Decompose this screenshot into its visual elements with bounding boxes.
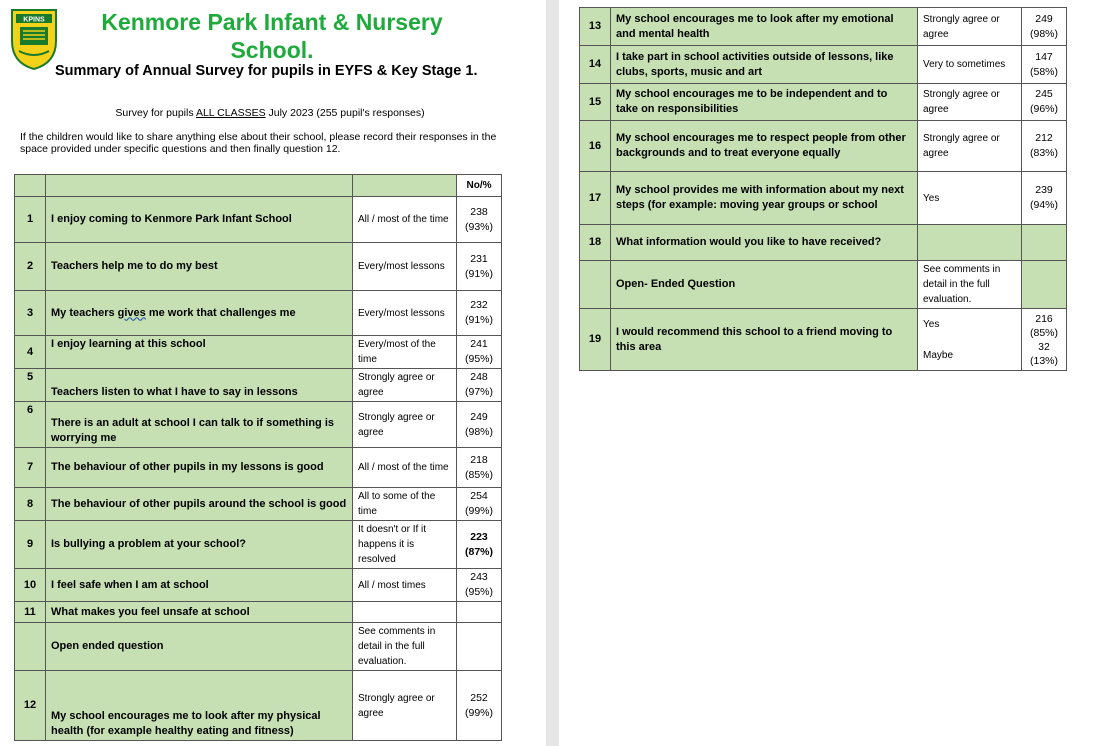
question: Open ended question	[46, 623, 353, 671]
row-number: 2	[15, 243, 46, 291]
percent: (87%)	[464, 545, 493, 558]
row-number: 15	[580, 84, 611, 121]
document-subtitle: Summary of Annual Survey for pupils in EYFS & Key Stage 1.	[55, 63, 478, 79]
header-cell	[353, 175, 457, 197]
response: Strongly agree or agree	[353, 369, 457, 402]
table-row	[580, 46, 1067, 84]
question: Teachers help me to do my best	[46, 243, 353, 291]
table-row	[580, 261, 1067, 309]
row-number: 14	[580, 46, 611, 84]
question: Open- Ended Question	[611, 261, 918, 309]
table-row	[15, 369, 502, 402]
instructions-text: If the children would like to share anything else about their school, please record their responses in the space provided under specific questions and then finally question 12.	[20, 131, 497, 155]
result	[457, 569, 502, 602]
table-row	[15, 197, 502, 243]
percent: (97%)	[464, 386, 493, 398]
percent: (85%)	[464, 468, 493, 481]
header-cell	[15, 175, 46, 197]
question: I feel safe when I am at school	[46, 569, 353, 602]
count: 232	[470, 299, 488, 311]
percent: (98%)	[464, 425, 493, 438]
row-number: 8	[15, 488, 46, 521]
response: It doesn't or If it happens it is resolved	[353, 521, 457, 569]
question: What information would you like to have received?	[611, 225, 918, 261]
document-page-1	[0, 0, 546, 746]
result	[1022, 84, 1067, 121]
row-number: 9	[15, 521, 46, 569]
question: My school provides me with information about my next steps (for example: moving year groups or school	[611, 172, 918, 225]
result	[457, 369, 502, 402]
row-number	[15, 623, 46, 671]
result	[1022, 121, 1067, 172]
document-page-2	[559, 0, 1103, 746]
result	[457, 197, 502, 243]
response: Yes	[918, 172, 1022, 225]
count-2: 32	[1038, 340, 1050, 353]
response: See comments in detail in the full evaluation.	[353, 623, 457, 671]
result	[457, 488, 502, 521]
school-name	[62, 8, 482, 64]
count: 252	[470, 691, 488, 704]
school-crest-logo	[9, 7, 59, 71]
survey-prefix: Survey for pupils	[115, 107, 196, 119]
table-row	[15, 488, 502, 521]
table-row	[15, 402, 502, 448]
question: Teachers listen to what I have to say in lessons	[46, 369, 353, 402]
count: 239	[1035, 184, 1053, 196]
response: Strongly agree or agree	[918, 121, 1022, 172]
row-number: 17	[580, 172, 611, 225]
percent: (98%)	[1029, 27, 1058, 40]
question: I take part in school activities outside of lessons, like clubs, sports, music and art	[611, 46, 918, 84]
row-number: 6	[15, 402, 46, 448]
result	[457, 602, 502, 623]
question: I enjoy learning at this school	[46, 336, 353, 369]
response: All / most of the time	[353, 448, 457, 488]
table-row	[15, 569, 502, 602]
percent: (58%)	[1029, 65, 1058, 78]
question: My school encourages me to look after my emotional and mental health	[611, 8, 918, 46]
question	[46, 291, 353, 336]
row-number: 11	[15, 602, 46, 623]
table-row	[580, 309, 1067, 371]
grammar-marked-word: gives	[117, 306, 146, 319]
response: All / most times	[353, 569, 457, 602]
row-number: 19	[580, 309, 611, 371]
count: 249	[1035, 12, 1053, 25]
count: 238	[470, 205, 488, 218]
row-number: 5	[15, 369, 46, 402]
count: 248	[470, 371, 488, 383]
result	[1022, 172, 1067, 225]
row-number: 7	[15, 448, 46, 488]
count: 212	[1035, 132, 1053, 144]
result	[457, 448, 502, 488]
result	[457, 402, 502, 448]
question: I enjoy coming to Kenmore Park Infant School	[46, 197, 353, 243]
result	[457, 291, 502, 336]
row-number: 1	[15, 197, 46, 243]
question-part: me work that challenges me	[145, 306, 296, 319]
response: Strongly agree or agree	[353, 402, 457, 448]
result	[1022, 8, 1067, 46]
survey-suffix: July 2023 (255 pupil's responses)	[265, 107, 425, 119]
percent: (93%)	[464, 220, 493, 233]
response-yes: Yes	[923, 318, 940, 330]
percent: (95%)	[464, 353, 493, 365]
count: 218	[470, 453, 488, 466]
row-number: 13	[580, 8, 611, 46]
percent: (95%)	[464, 586, 493, 598]
table-row	[15, 243, 502, 291]
count: 147	[1035, 50, 1053, 63]
question: What makes you feel unsafe at school	[46, 602, 353, 623]
result	[457, 521, 502, 569]
response: Every/most lessons	[353, 243, 457, 291]
percent: (94%)	[1029, 199, 1058, 211]
table-row	[15, 671, 502, 741]
response	[353, 602, 457, 623]
result	[1022, 225, 1067, 261]
count: 249	[470, 410, 488, 423]
percent: (99%)	[464, 706, 493, 719]
response: Very to sometimes	[918, 46, 1022, 84]
table-row	[580, 8, 1067, 46]
question: My school encourages me to be independent and to take on responsibilities	[611, 84, 918, 121]
percent: (85%)	[1029, 326, 1058, 339]
question: Is bullying a problem at your school?	[46, 521, 353, 569]
row-number: 16	[580, 121, 611, 172]
response: Strongly agree or agree	[353, 671, 457, 741]
result	[457, 623, 502, 671]
table-row	[15, 448, 502, 488]
row-number: 12	[15, 671, 46, 741]
row-number: 10	[15, 569, 46, 602]
response: Strongly agree or agree	[918, 84, 1022, 121]
header-cell	[46, 175, 353, 197]
survey-info	[0, 107, 540, 119]
table-row	[15, 602, 502, 623]
logo-text: KPINS	[23, 16, 45, 24]
response: Every/most lessons	[353, 291, 457, 336]
question-part: My teachers	[51, 306, 118, 319]
response: Every/most of the time	[353, 336, 457, 369]
response: All / most of the time	[353, 197, 457, 243]
question: The behaviour of other pupils around the school is good	[46, 488, 353, 521]
response: See comments in detail in the full evaluation.	[918, 261, 1022, 309]
response: All to some of the time	[353, 488, 457, 521]
question: My school encourages me to look after my physical health (for example healthy eating and fitness)	[46, 671, 353, 741]
question: I would recommend this school to a friend moving to this area	[611, 309, 918, 371]
table-row	[15, 623, 502, 671]
table-row	[580, 225, 1067, 261]
survey-table-page2	[579, 7, 1067, 371]
table-header-row	[15, 175, 502, 197]
count: 241	[470, 338, 488, 350]
result	[1022, 261, 1067, 309]
percent: (83%)	[1029, 147, 1058, 159]
count: 245	[1035, 88, 1053, 100]
percent: (96%)	[1029, 103, 1058, 115]
percent: (91%)	[464, 314, 493, 326]
question: The behaviour of other pupils in my lessons is good	[46, 448, 353, 488]
percent: (91%)	[464, 267, 493, 280]
table-row	[15, 521, 502, 569]
row-number	[580, 261, 611, 309]
count: 223	[470, 530, 488, 543]
row-number: 3	[15, 291, 46, 336]
result	[457, 671, 502, 741]
count: 243	[470, 571, 488, 583]
count: 216	[1035, 312, 1053, 325]
row-number: 18	[580, 225, 611, 261]
response	[918, 309, 1022, 371]
table-row	[15, 291, 502, 336]
count: 254	[470, 490, 488, 502]
result	[457, 336, 502, 369]
percent-2: (13%)	[1029, 354, 1058, 367]
response: Strongly agree or agree	[918, 8, 1022, 46]
survey-emphasis: ALL CLASSES	[195, 107, 266, 119]
question: My school encourages me to respect people from other backgrounds and to treat everyone equally	[611, 121, 918, 172]
row-number: 4	[15, 336, 46, 369]
table-row	[15, 336, 502, 369]
school-name-line1: Kenmore Park Infant & Nursery	[101, 9, 443, 35]
table-row	[580, 121, 1067, 172]
percent: (99%)	[464, 505, 493, 517]
table-row	[580, 84, 1067, 121]
count-header: No/%	[457, 175, 502, 197]
survey-table-page1	[14, 174, 502, 741]
result	[457, 243, 502, 291]
response	[918, 225, 1022, 261]
count: 231	[470, 252, 488, 265]
result	[1022, 309, 1067, 371]
result	[1022, 46, 1067, 84]
school-name-line2: School.	[230, 37, 314, 63]
response-maybe: Maybe	[923, 349, 954, 361]
table-row	[580, 172, 1067, 225]
question: There is an adult at school I can talk to if something is worrying me	[46, 402, 353, 448]
